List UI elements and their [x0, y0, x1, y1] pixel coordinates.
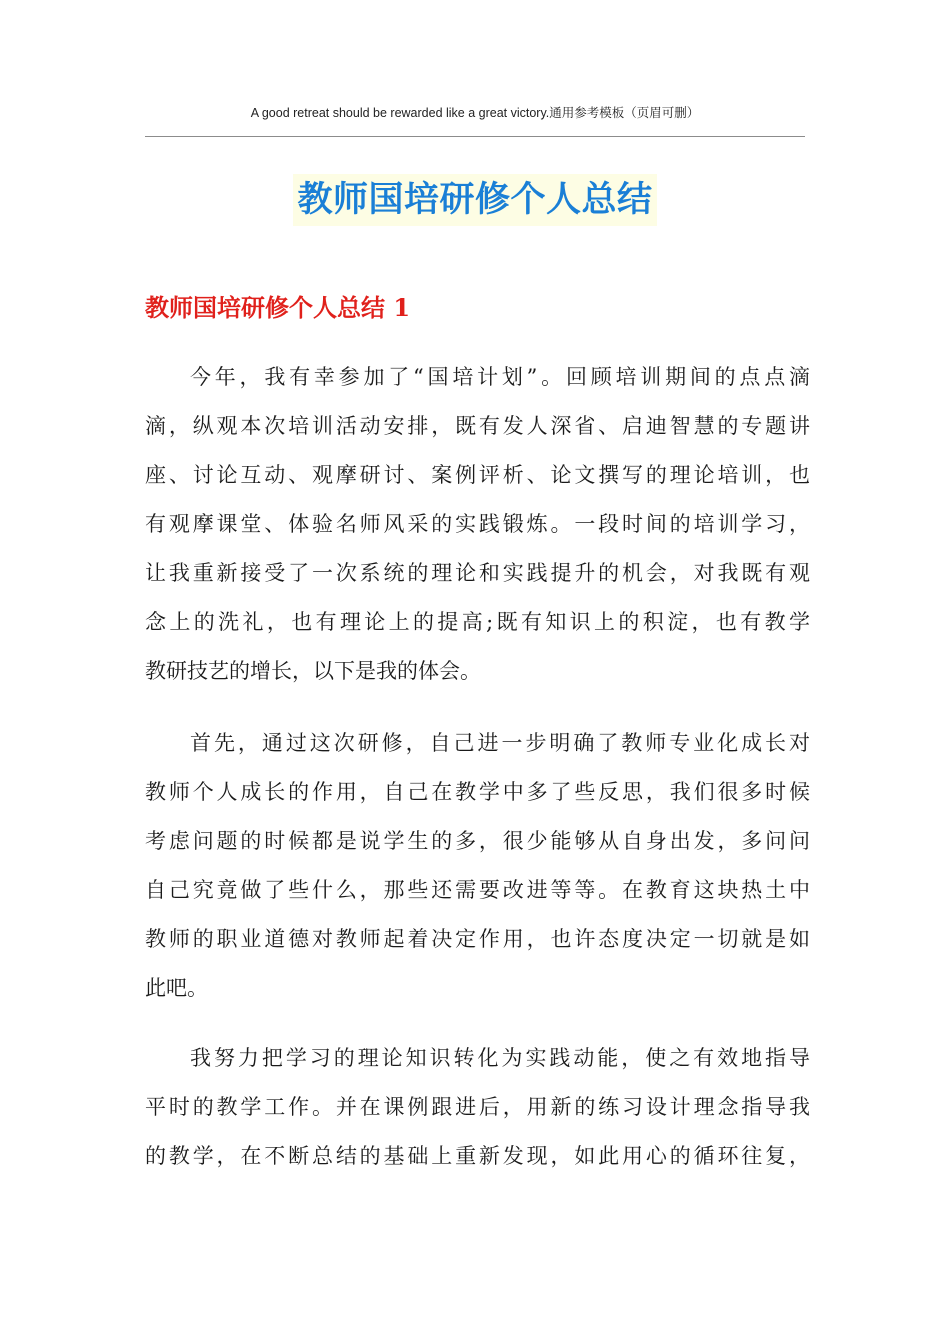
page-header: A good retreat should be rewarded like a great victory.通用参考模板（页眉可删） [250, 106, 700, 120]
paragraph-line: 教研技艺的增长，以下是我的体会。 [145, 659, 481, 683]
paragraph-line: 座、讨论互动、观摩研讨、案例评析、论文撰写的理论培训，也 [145, 463, 810, 487]
section-heading: 教师国培研修个人总结 1 [145, 293, 411, 322]
paragraph-line: 的教学，在不断总结的基础上重新发现，如此用心的循环往复， [145, 1144, 810, 1168]
paragraph-line: 平时的教学工作。并在课例跟进后，用新的练习设计理念指导我 [145, 1095, 810, 1119]
paragraph-line: 教师个人成长的作用，自己在教学中多了些反思，我们很多时候 [145, 780, 810, 804]
paragraph-line: 此吧。 [145, 976, 208, 1000]
document-title: 教师国培研修个人总结 [293, 174, 656, 226]
paragraph-line: 我努力把学习的理论知识转化为实践动能，使之有效地指导 [190, 1046, 810, 1070]
paragraph-line: 自己究竟做了些什么，那些还需要改进等等。在教育这块热土中 [145, 878, 810, 902]
paragraph-line: 首先，通过这次研修，自己进一步明确了教师专业化成长对 [190, 731, 810, 755]
paragraph-line: 有观摩课堂、体验名师风采的实践锻炼。一段时间的培训学习， [145, 512, 810, 536]
paragraph-line: 念上的洗礼，也有理论上的提高;既有知识上的积淀，也有教学 [145, 610, 810, 634]
paragraph-line: 让我重新接受了一次系统的理论和实践提升的机会，对我既有观 [145, 561, 810, 585]
paragraph-2 [145, 719, 810, 1013]
paragraph-1 [145, 353, 810, 696]
paragraph-line: 考虑问题的时候都是说学生的多，很少能够从自身出发，多问问 [145, 829, 810, 853]
paragraph-line: 教师的职业道德对教师起着决定作用，也许态度决定一切就是如 [145, 927, 810, 951]
title-container [0, 174, 950, 226]
paragraph-line: 今年，我有幸参加了“国培计划”。回顾培训期间的点点滴 [190, 365, 810, 389]
header-divider [145, 136, 805, 137]
paragraph-3 [145, 1034, 810, 1181]
paragraph-line: 滴，纵观本次培训活动安排，既有发人深省、启迪智慧的专题讲 [145, 414, 810, 438]
